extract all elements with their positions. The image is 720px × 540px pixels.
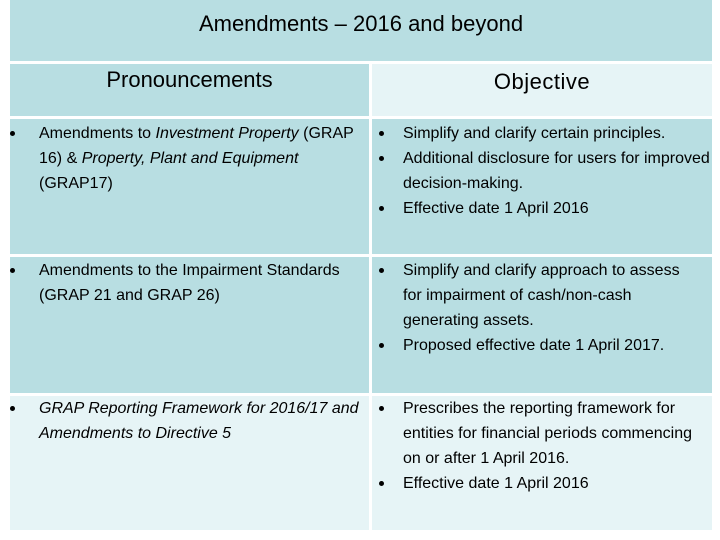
objective-item (372, 146, 712, 196)
objective-text: Prescribes the reporting framework for entities for financial periods commencing on or after 1 April 2016. (403, 400, 693, 467)
bullet-icon (379, 131, 384, 136)
row-3-pronouncement-cell (10, 396, 369, 530)
bullet-icon (10, 131, 15, 136)
objective-item (372, 258, 697, 333)
slide-title-bar (10, 0, 712, 61)
row-1-pronouncement-list (10, 121, 369, 196)
row-1-objective-list (372, 121, 712, 221)
objective-item (372, 196, 712, 221)
objective-item (372, 333, 697, 358)
row-1-text-part: (GRAP 16) & (39, 125, 354, 167)
bullet-icon (10, 406, 15, 411)
objective-text: Additional disclosure for users for improved decision-making. (403, 150, 710, 192)
objective-item (372, 396, 712, 471)
objective-text: Effective date 1 April 2016 (403, 475, 589, 492)
row-1-pronouncement-cell (10, 119, 369, 254)
row-2-pronouncement-cell (10, 257, 369, 393)
row-3-pronouncement-list (10, 396, 369, 446)
bullet-icon (379, 406, 384, 411)
row-3-pronouncement (10, 396, 369, 446)
bullet-icon (379, 156, 384, 161)
row-1-text-part-italic: Investment Property (155, 125, 299, 142)
row-1-text-part: Amendments to (39, 125, 156, 142)
row-2-pronouncement (10, 258, 350, 308)
row-2-text: Amendments to the Impairment Standards (GRAP 21 and GRAP 26) (39, 262, 340, 304)
bullet-icon (379, 268, 384, 273)
bullet-icon (379, 343, 384, 348)
row-2-objective-list (372, 258, 697, 358)
slide-title: Amendments – 2016 and beyond (198, 11, 524, 36)
objective-text: Simplify and clarify approach to assess for impairment of cash/non-cash generating assets. (403, 262, 680, 329)
bullet-icon (10, 268, 15, 273)
row-2-objective-cell (372, 257, 712, 393)
header-objective-label: Objective (493, 69, 591, 94)
row-3-objective-cell (372, 396, 712, 530)
row-2-pronouncement-list (10, 258, 350, 308)
objective-text: Proposed effective date 1 April 2017. (403, 337, 665, 354)
objective-item (372, 121, 712, 146)
header-pronouncements (10, 64, 369, 116)
objective-text: Simplify and clarify certain principles. (403, 125, 666, 142)
bullet-icon (379, 481, 384, 486)
objective-item (372, 471, 712, 496)
bullet-icon (379, 206, 384, 211)
row-3-text: GRAP Reporting Framework for 2016/17 and Amendments to Directive 5 (39, 400, 359, 442)
row-3-objective-list (372, 396, 712, 496)
row-1-pronouncement (10, 121, 369, 196)
header-objective (372, 64, 712, 116)
row-1-text-part: (GRAP17) (39, 175, 113, 192)
header-pronouncements-label: Pronouncements (106, 67, 273, 92)
row-1-text-part-italic: Property, Plant and Equipment (81, 150, 299, 167)
row-1-objective-cell (372, 119, 712, 254)
objective-text: Effective date 1 April 2016 (403, 200, 589, 217)
